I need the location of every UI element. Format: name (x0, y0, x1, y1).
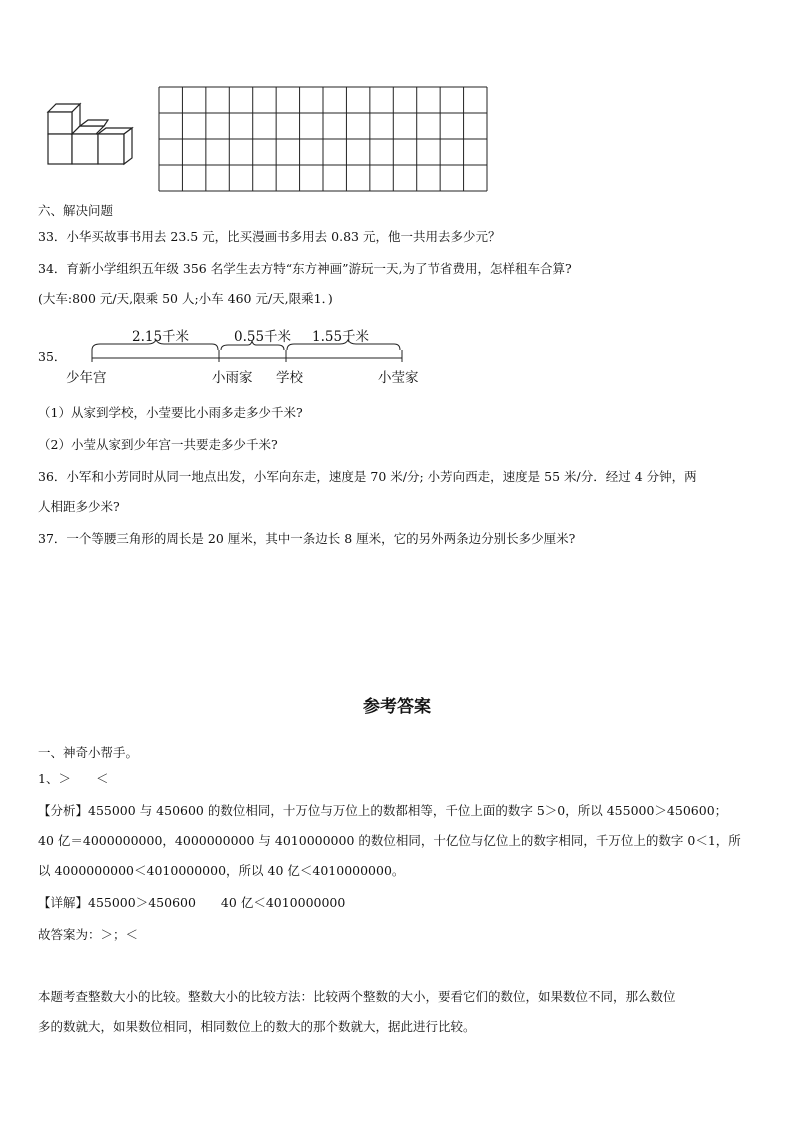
summary-line-1: 本题考查整数大小的比较。整数大小的比较方法：比较两个整数的大小，要看它们的数位，如果数位不同，那么数位 (38, 989, 676, 1004)
stacked-cubes-icon (44, 100, 136, 170)
summary-line-2: 多的数就大，如果数位相同，相同数位上的数大的那个数就大，据此进行比较。 (38, 1019, 476, 1034)
place-label-xiaoyu-home: 小雨家 (212, 370, 253, 386)
question-34: 34．育新小学组织五年级 356 名学生去方特“东方神画”游玩一天,为了节省费用，怎样租车合算? (38, 261, 572, 276)
answers-section-1: 一、神奇小帮手。 (38, 745, 139, 760)
section-heading-6: 六、解决问题 (38, 203, 114, 218)
place-label-youth-palace: 少年宫 (66, 370, 107, 386)
place-label-school: 学校 (276, 370, 303, 386)
distance-label-3: 1.55千米 (312, 329, 370, 345)
answers-title: 参考答案 (363, 697, 431, 717)
place-label-xiaoying-home: 小莹家 (378, 370, 419, 386)
distance-label-2: 0.55千米 (234, 329, 292, 345)
question-35-sub1: （1）从家到学校，小莹要比小雨多走多少千米? (38, 405, 303, 420)
distance-label-1: 2.15千米 (132, 329, 190, 345)
analysis-line-3: 以 4000000000＜4010000000，所以 40 亿＜4010000000。 (38, 863, 405, 878)
square-grid-icon (158, 86, 488, 192)
question-33: 33．小华买故事书用去 23.5 元，比买漫画书多用去 0.83 元，他一共用去多少元？ (38, 229, 501, 244)
route-line-diagram (88, 340, 408, 364)
answer-1: 1、＞ ＜ (38, 771, 109, 786)
question-34-note: (大车:800 元/天,限乘 50 人;小车 460 元/天,限乘1．) (38, 291, 333, 306)
question-35-number: 35． (38, 349, 67, 364)
detail-line: 【详解】455000＞450600 40 亿＜4010000000 (38, 895, 346, 910)
analysis-line-2: 40 亿＝4000000000，4000000000 与 4010000000 的数位相同，十亿位与亿位上的数字相同，千万位上的数字 0＜1，所 (38, 833, 741, 848)
question-36-line1: 36．小军和小芳同时从同一地点出发，小军向东走，速度是 70 米/分; 小芳向西走，速度是 55 米/分．经过 4 分钟，两 (38, 469, 697, 484)
question-36-line2: 人相距多少米? (38, 499, 120, 514)
analysis-line-1: 【分析】455000 与 450600 的数位相同，十万位与万位上的数都相等，千位上面的数字 5＞0，所以 455000＞450600； (38, 803, 728, 818)
question-35-sub2: （2）小莹从家到少年宫一共要走多少千米? (38, 437, 278, 452)
question-37: 37．一个等腰三角形的周长是 20 厘米，其中一条边长 8 厘米，它的另外两条边分别长多少厘米? (38, 531, 576, 546)
final-answer: 故答案为：＞；＜ (38, 927, 139, 942)
